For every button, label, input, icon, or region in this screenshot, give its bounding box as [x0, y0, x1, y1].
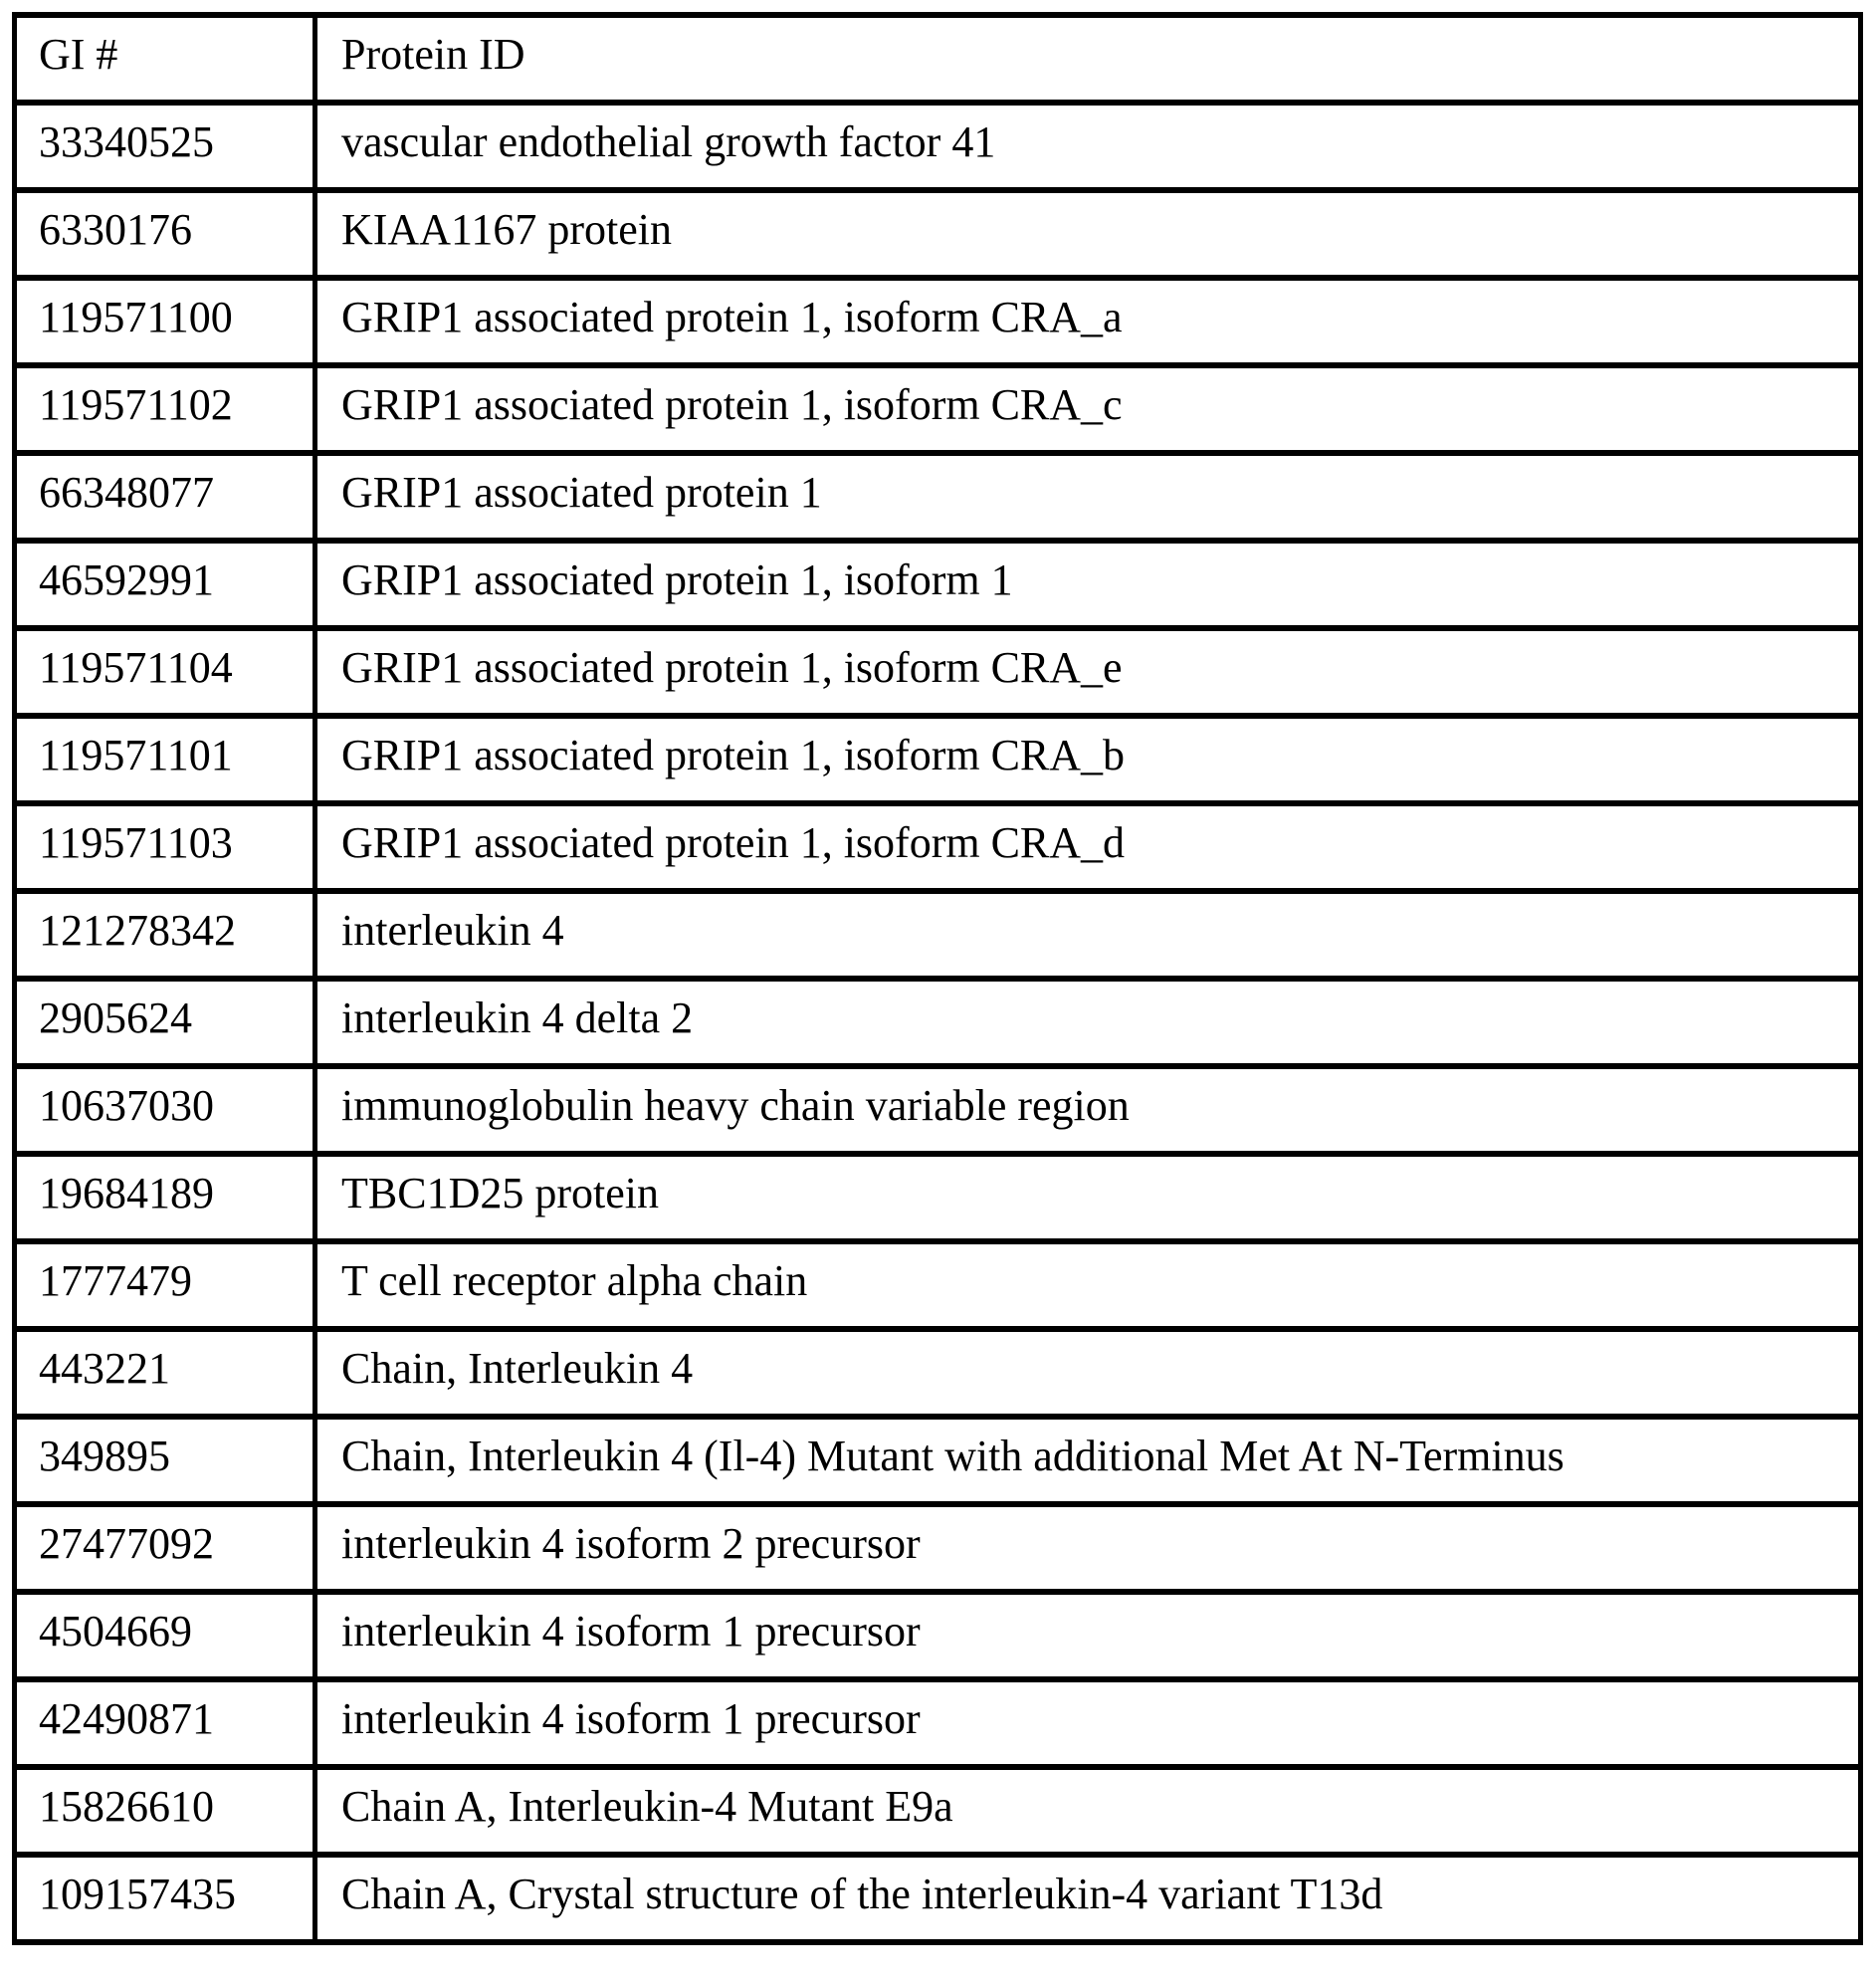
protein-table — [12, 12, 1863, 1945]
gi-cell: 119571103 — [15, 803, 315, 891]
gi-cell: 33340525 — [15, 103, 315, 190]
gi-cell: 4504669 — [15, 1592, 315, 1679]
gi-cell: 2905624 — [15, 979, 315, 1066]
table-row — [15, 1066, 1861, 1154]
table-row — [15, 541, 1861, 628]
gi-cell: 27477092 — [15, 1504, 315, 1592]
table-row — [15, 190, 1861, 278]
gi-cell: 119571102 — [15, 365, 315, 453]
table-row — [15, 1855, 1861, 1942]
table-row — [15, 716, 1861, 803]
protein-cell: Chain, Interleukin 4 — [315, 1329, 1861, 1417]
protein-cell: interleukin 4 isoform 2 precursor — [315, 1504, 1861, 1592]
table-row — [15, 1329, 1861, 1417]
table-row — [15, 453, 1861, 541]
header-row — [15, 15, 1861, 103]
gi-cell: 46592991 — [15, 541, 315, 628]
table-row — [15, 628, 1861, 716]
protein-cell: Chain A, Interleukin-4 Mutant E9a — [315, 1767, 1861, 1855]
gi-cell: 6330176 — [15, 190, 315, 278]
table-row — [15, 1241, 1861, 1329]
table-row — [15, 103, 1861, 190]
protein-cell: GRIP1 associated protein 1, isoform CRA_d — [315, 803, 1861, 891]
protein-cell: GRIP1 associated protein 1, isoform 1 — [315, 541, 1861, 628]
gi-cell: 1777479 — [15, 1241, 315, 1329]
table-row — [15, 979, 1861, 1066]
table-row — [15, 365, 1861, 453]
table-row — [15, 1767, 1861, 1855]
gi-cell: 10637030 — [15, 1066, 315, 1154]
table-row — [15, 1504, 1861, 1592]
table-row — [15, 278, 1861, 365]
gi-column-header: GI # — [15, 15, 315, 103]
protein-cell: GRIP1 associated protein 1, isoform CRA_b — [315, 716, 1861, 803]
table-row — [15, 1154, 1861, 1241]
gi-cell: 119571104 — [15, 628, 315, 716]
protein-cell: interleukin 4 — [315, 891, 1861, 979]
table-row — [15, 1679, 1861, 1767]
table-row — [15, 1417, 1861, 1504]
protein-cell: GRIP1 associated protein 1, isoform CRA_c — [315, 365, 1861, 453]
gi-cell: 119571100 — [15, 278, 315, 365]
gi-cell: 443221 — [15, 1329, 315, 1417]
protein-cell: TBC1D25 protein — [315, 1154, 1861, 1241]
protein-cell: vascular endothelial growth factor 41 — [315, 103, 1861, 190]
table-row — [15, 803, 1861, 891]
gi-cell: 15826610 — [15, 1767, 315, 1855]
protein-cell: T cell receptor alpha chain — [315, 1241, 1861, 1329]
gi-cell: 109157435 — [15, 1855, 315, 1942]
gi-cell: 121278342 — [15, 891, 315, 979]
table-row — [15, 1592, 1861, 1679]
gi-cell: 66348077 — [15, 453, 315, 541]
protein-cell: interleukin 4 isoform 1 precursor — [315, 1592, 1861, 1679]
protein-cell: interleukin 4 delta 2 — [315, 979, 1861, 1066]
protein-cell: GRIP1 associated protein 1 — [315, 453, 1861, 541]
protein-cell: KIAA1167 protein — [315, 190, 1861, 278]
protein-cell: Chain A, Crystal structure of the interleukin-4 variant T13d — [315, 1855, 1861, 1942]
gi-cell: 42490871 — [15, 1679, 315, 1767]
protein-cell: GRIP1 associated protein 1, isoform CRA_a — [315, 278, 1861, 365]
gi-cell: 19684189 — [15, 1154, 315, 1241]
gi-cell: 119571101 — [15, 716, 315, 803]
protein-id-column-header: Protein ID — [315, 15, 1861, 103]
protein-cell: interleukin 4 isoform 1 precursor — [315, 1679, 1861, 1767]
protein-cell: Chain, Interleukin 4 (Il-4) Mutant with additional Met At N-Terminus — [315, 1417, 1861, 1504]
protein-cell: GRIP1 associated protein 1, isoform CRA_e — [315, 628, 1861, 716]
gi-cell: 349895 — [15, 1417, 315, 1504]
protein-cell: immunoglobulin heavy chain variable region — [315, 1066, 1861, 1154]
table-row — [15, 891, 1861, 979]
